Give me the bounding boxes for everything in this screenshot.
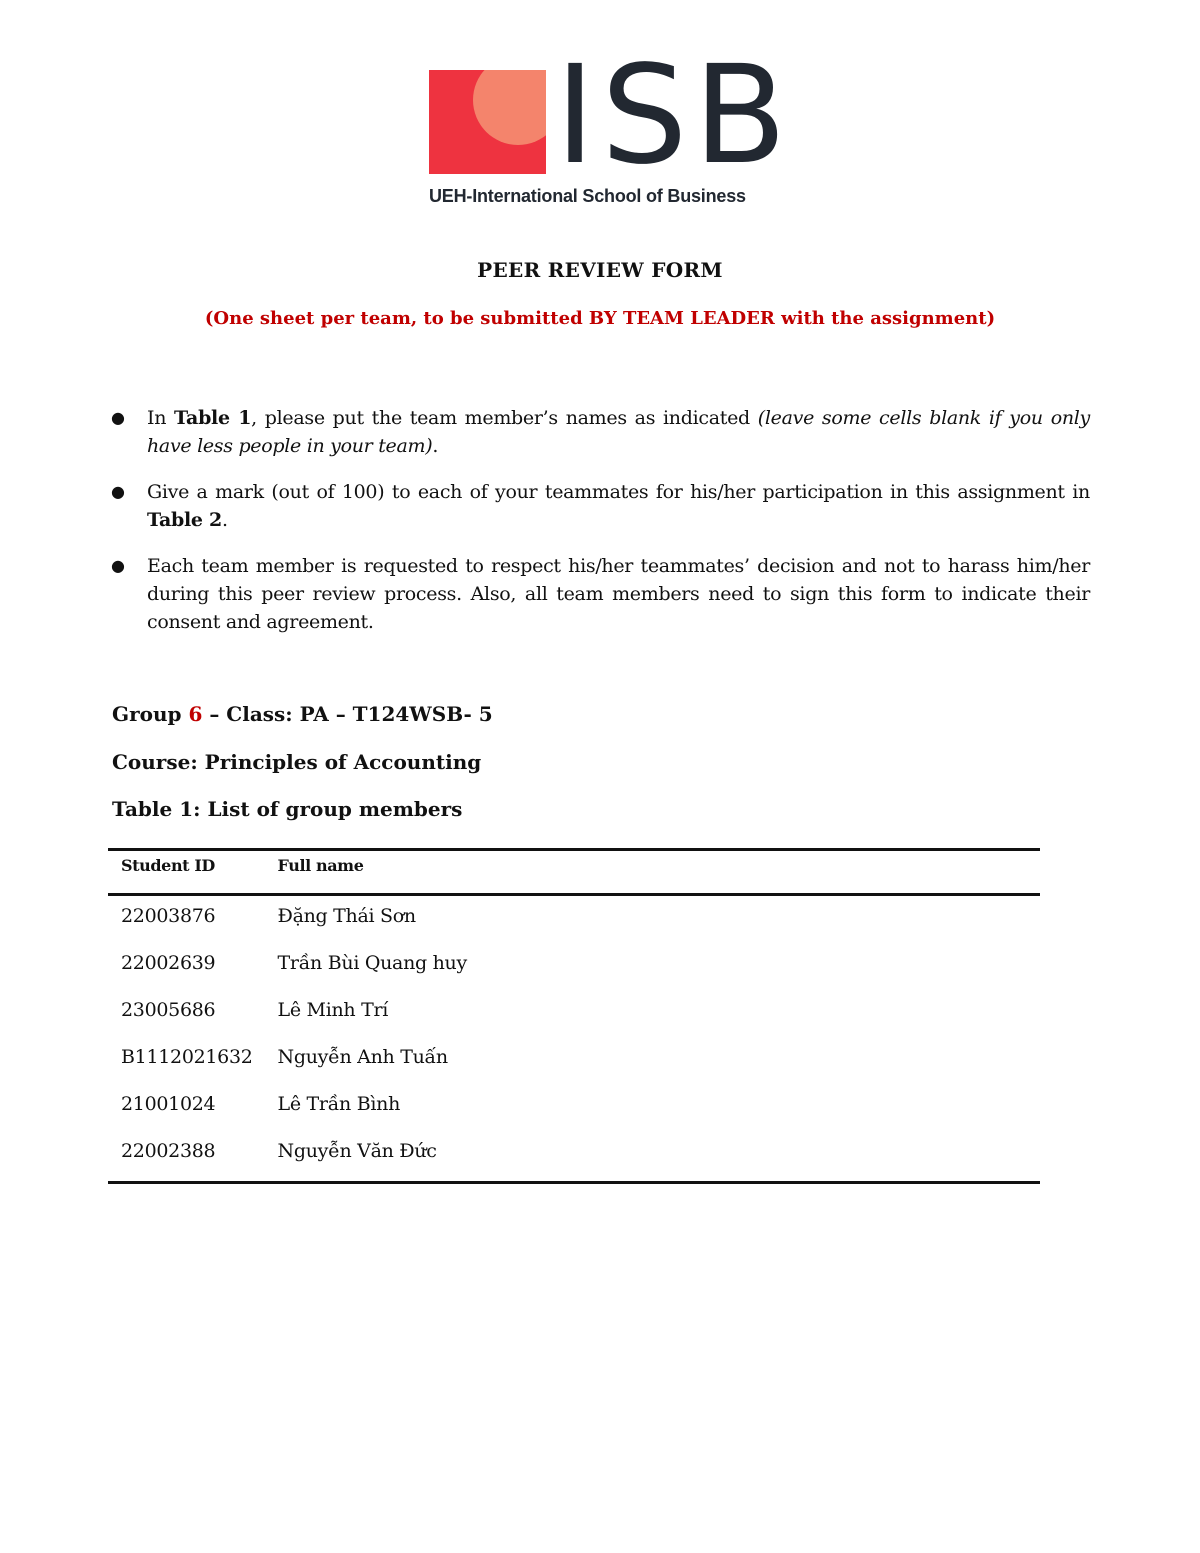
- logo-letters: ISB: [555, 37, 793, 195]
- members-table: [108, 848, 1040, 1184]
- full-name-cell: Nguyễn Anh Tuấn: [277, 1046, 448, 1068]
- table-row: [108, 992, 1040, 1039]
- header-student-id: Student ID: [108, 850, 265, 895]
- logo-circle-icon: [473, 70, 546, 145]
- full-name-cell: Nguyễn Văn Đức: [265, 1133, 1040, 1183]
- table-caption-title: List of group members: [207, 797, 463, 821]
- table-header-row: [108, 850, 1040, 895]
- table-row: [108, 1086, 1040, 1133]
- student-id-cell: 21001024: [121, 1093, 216, 1115]
- student-id-cell: 22003876: [121, 905, 216, 927]
- group-label: Group: [112, 702, 189, 726]
- class-text: – Class: PA – T124WSB- 5: [202, 702, 493, 726]
- instruction-italic: (leave some cells blank if you only have less people in your team): [147, 407, 1090, 457]
- table-row: [108, 945, 1040, 992]
- full-name-cell: Trần Bùi Quang huy: [277, 952, 467, 974]
- course-line: [112, 750, 481, 774]
- instruction-bold: Table 1: [174, 407, 252, 429]
- full-name-cell: Lê Trần Bình: [277, 1093, 401, 1115]
- group-number: 6: [188, 702, 203, 726]
- table-row: [108, 1039, 1040, 1086]
- student-id-cell: 23005686: [121, 999, 216, 1021]
- instruction-text: .: [432, 435, 439, 457]
- instruction-list: [110, 404, 1090, 654]
- student-id-cell: 22002388: [108, 1133, 265, 1183]
- course-name: Principles of Accounting: [204, 750, 482, 774]
- logo-mark-icon: [429, 70, 546, 174]
- school-logo: [429, 37, 793, 210]
- course-label: Course:: [112, 750, 205, 774]
- instruction-text: Each team member is requested to respect his/her teammates’ decision and not to harass him/her during this peer review process. Also, all team members need to sign this form to indicate their consent and agreement.: [147, 555, 1090, 633]
- header-full-name: Full name: [265, 850, 1040, 895]
- instruction-item: [110, 478, 1090, 534]
- instruction-bold: Table 2: [147, 509, 222, 531]
- instruction-text: Give a mark (out of 100) to each of your teammates for his/her participation in this assignment in: [147, 481, 1090, 503]
- instruction-item: [110, 552, 1090, 636]
- student-id-cell: B1112021632: [121, 1046, 253, 1068]
- full-name-cell: Đặng Thái Sơn: [277, 905, 416, 927]
- instruction-text: .: [221, 509, 228, 531]
- bullet-icon: ●: [111, 482, 125, 501]
- student-id-cell: 22002639: [121, 952, 216, 974]
- instruction-text: In: [147, 407, 175, 429]
- table-caption-label: Table 1:: [112, 797, 208, 821]
- table-row: [108, 895, 1040, 946]
- bullet-icon: ●: [111, 408, 125, 427]
- table-caption: [112, 797, 462, 821]
- bullet-icon: ●: [111, 556, 125, 575]
- group-line: [112, 702, 493, 726]
- instruction-text: , please put the team member’s names as indicated: [251, 407, 758, 429]
- form-title: PEER REVIEW FORM: [477, 258, 723, 282]
- full-name-cell: Lê Minh Trí: [277, 999, 389, 1021]
- table-row: [108, 1133, 1040, 1183]
- logo-school-name: UEH-International School of Business: [429, 186, 746, 206]
- instruction-item: [110, 404, 1090, 460]
- form-subtitle: (One sheet per team, to be submitted BY TEAM LEADER with the assignment): [204, 308, 996, 329]
